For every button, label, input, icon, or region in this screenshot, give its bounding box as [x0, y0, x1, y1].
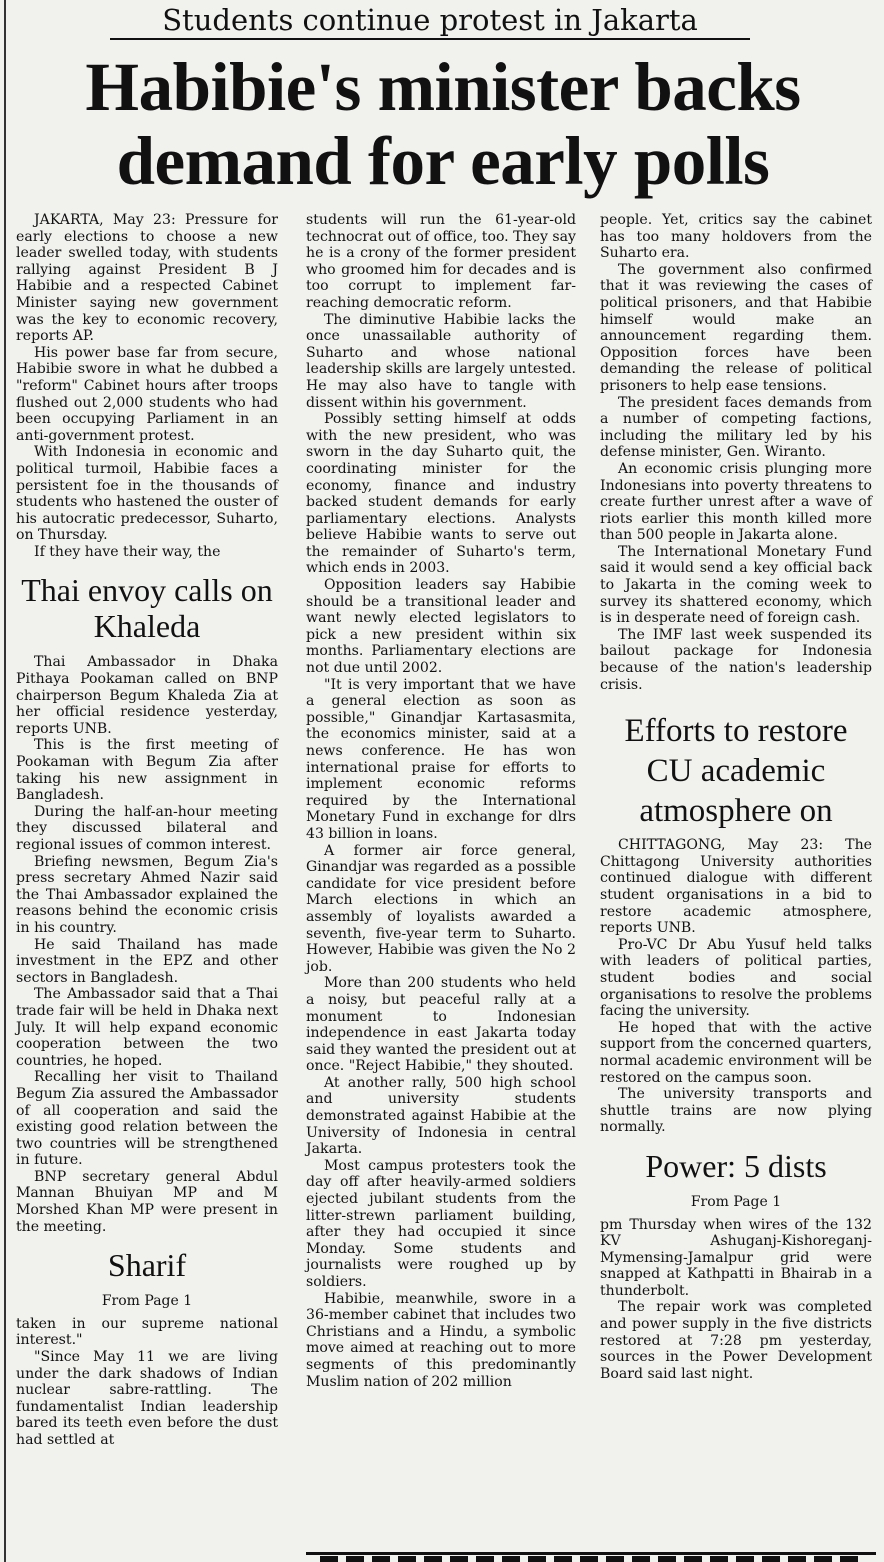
body-paragraph: The International Monetary Fund said it would send a key official back to Jakarta in the coming week to survey its shattered economy, which is in desperate need of foreign cash. — [600, 543, 872, 627]
body-paragraph: Opposition leaders say Habibie should be a transitional leader and want newly elected legislators to pick a new president within six months. Parliamentary elections are not due until 2002. — [306, 577, 576, 677]
body-paragraph: Thai Ambassador in Dhaka Pithaya Pookaman called on BNP chairperson Begum Khaleda Zia at her official residence yesterday, reports UNB. — [16, 654, 278, 737]
body-paragraph: If they have their way, the — [34, 543, 221, 560]
body-paragraph: The president faces demands from a number of competing factions, including the military led by his defense minister, Gen. Wiranto. — [600, 394, 872, 461]
body-paragraph: The IMF last week suspended its bailout package for Indonesia because of the nation's leadership crisis. — [600, 626, 872, 693]
body-paragraph: With Indonesia in economic and political turmoil, Habibie faces a persistent foe in the thousands of students who hastened the ouster of his autocratic predecessor, Suharto, on Thursday. — [16, 444, 278, 544]
column-rule — [4, 0, 6, 1562]
thai-story-headline: Thai envoy calls on Khaleda — [21, 572, 273, 645]
body-paragraph: The government also confirmed that it was reviewing the cases of political prisoners, and that Habibie himself would make an announcement regarding them. Opposition forces have been demanding the release of political prisoners to help ease tensions. — [600, 261, 872, 394]
body-paragraph: This is the first meeting of Pookaman with Begum Zia after taking his new assignment in Bangladesh. — [16, 737, 278, 804]
divider — [306, 1552, 876, 1555]
body-paragraph: His power base far from secure, Habibie swore in what he dubbed a "reform" Cabinet hours after troops flushed out 2,000 students who had been occupying Parliament in an anti-government protest. — [16, 344, 278, 444]
body-paragraph: "Since May 11 we are living under the dark shadows of Indian nuclear sabre-rattling. The fundamentalist Indian leadership bared its teeth even before the dust had settled at — [16, 1349, 278, 1448]
body-paragraph: During the half-an-hour meeting they discussed bilateral and regional issues of common interest. — [16, 803, 278, 853]
body-paragraph: Most campus protesters took the day off after heavily-armed soldiers ejected jubilant students from the litter-strewn parliament building, after they had occupied it since Monday. Some students and journalists were roughed up by soldiers. — [306, 1157, 576, 1290]
column-3 — [600, 212, 872, 1382]
body-paragraph: Possibly setting himself at odds with the new president, who was sworn in the day Suharto quit, the coordinating minister for the economy, finance and industry backed student demands for early parliamentary elections. Analysts believe Habibie wants to serve out the remainder of Suharto's term, which ends in 2003. — [306, 411, 576, 577]
body-paragraph: Habibie, meanwhile, swore in a 36-member cabinet that includes two Christians and a Hindu, a symbolic move aimed at reaching out to more segments of this predominantly Muslim nation of 202 million — [306, 1290, 576, 1390]
body-paragraph: Briefing newsmen, Begum Zia's press secretary Ahmed Nazir said the Thai Ambassador explained the reasons behind the economic crisis in his country. — [16, 853, 278, 936]
column-1 — [16, 212, 278, 1449]
sharif-story-headline: Sharif — [107, 1247, 187, 1284]
main-headline-line1: Habibie's minister backs — [85, 49, 801, 125]
body-paragraph: taken in our supreme national interest." — [16, 1315, 278, 1349]
body-paragraph: CHITTAGONG, May 23: The Chittagong University authorities continued dialogue with different student organisations in a bid to restore academic atmosphere, reports UNB. — [600, 837, 872, 937]
body-paragraph: The university transports and shuttle trains are now plying normally. — [600, 1086, 872, 1136]
body-paragraph: An economic crisis plunging more Indonesians into poverty threatens to create further unrest after a wave of riots earlier this month killed more than 500 people in Jakarta alone. — [600, 460, 872, 544]
cu-story-headline: Efforts to restore CU academic atmosphere on — [624, 713, 848, 830]
next-headline-fragment — [320, 1556, 860, 1562]
body-paragraph: people. Yet, critics say the cabinet has too many holdovers from the Suharto era. — [600, 212, 872, 262]
main-headline-line2: demand for early polls — [116, 123, 770, 199]
body-paragraph: BNP secretary general Abdul Mannan Bhuiyan MP and M Morshed Khan MP were present in the meeting. — [16, 1168, 278, 1235]
body-paragraph: The Ambassador said that a Thai trade fair will be held in Dhaka next July. It will help expand economic cooperation between the two countries, he hoped. — [16, 986, 278, 1069]
body-paragraph: pm Thursday when wires of the 132 KV Ashuganj-Kishoreganj-Mymensing-Jamalpur grid were snapped at Kathpatti in Bhairab in a thunderbolt. — [600, 1216, 872, 1299]
body-paragraph: At another rally, 500 high school and university students demonstrated against Habibie at the University of Indonesia in central Jakarta. — [306, 1074, 576, 1158]
body-paragraph: Recalling her visit to Thailand Begum Zia assured the Ambassador of all cooperation and said the existing good relation between the two countries will be strengthened in future. — [16, 1069, 278, 1169]
body-paragraph: The diminutive Habibie lacks the once unassailable authority of Suharto and whose national leadership skills are largely untested. He may also have to tangle with dissent within his government. — [306, 311, 576, 411]
power-story-headline: Power: 5 dists — [645, 1147, 827, 1184]
body-paragraph: More than 200 students who held a noisy, but peaceful rally at a monument to Indonesian independence in east Jakarta today said they wanted the president out at once. "Reject Habibie," they shouted. — [306, 975, 576, 1075]
kicker-headline: Students continue protest in Jakarta — [110, 2, 750, 40]
body-paragraph: He hoped that with the active support from the concerned quarters, normal academic environment will be restored on the campus soon. — [600, 1019, 872, 1086]
body-paragraph: He said Thailand has made investment in the EPZ and other sectors in Bangladesh. — [16, 936, 278, 986]
column-2 — [306, 212, 576, 1390]
body-paragraph: Pro-VC Dr Abu Yusuf held talks with leaders of political parties, student bodies and social organisations to resolve the problems facing the university. — [600, 936, 872, 1020]
body-paragraph: The repair work was completed and power supply in the five districts restored at 7:28 pm yesterday, sources in the Power Development Board said last night. — [600, 1299, 872, 1382]
body-paragraph: "It is very important that we have a general election as soon as possible," Ginandjar Kartasasmita, the economics minister, said at a news conference. He has won international praise for efforts to implement economic reforms required by the International Monetary Fund in exchange for dlrs 43 billion in loans. — [306, 676, 576, 842]
body-paragraph: students will run the 61-year-old technocrat out of office, too. They say he is a crony of the former president who groomed him for decades and is too corrupt to implement far-reaching democratic reform. — [306, 212, 577, 311]
main-headline — [12, 50, 874, 198]
jump-line: From Page 1 — [101, 1293, 193, 1310]
jump-line: From Page 1 — [690, 1193, 782, 1210]
body-paragraph: JAKARTA, May 23: Pressure for early elections to choose a new leader swelled today, with students rallying against President B J Habibie and a respected Cabinet Minister saying new government was the key to economic recovery, reports AP. — [16, 212, 278, 345]
body-paragraph: A former air force general, Ginandjar was regarded as a possible candidate for vice president before March elections in which an assembly of loyalists awarded a seventh, five-year term to Suharto. However, Habibie was given the No 2 job. — [306, 842, 576, 975]
